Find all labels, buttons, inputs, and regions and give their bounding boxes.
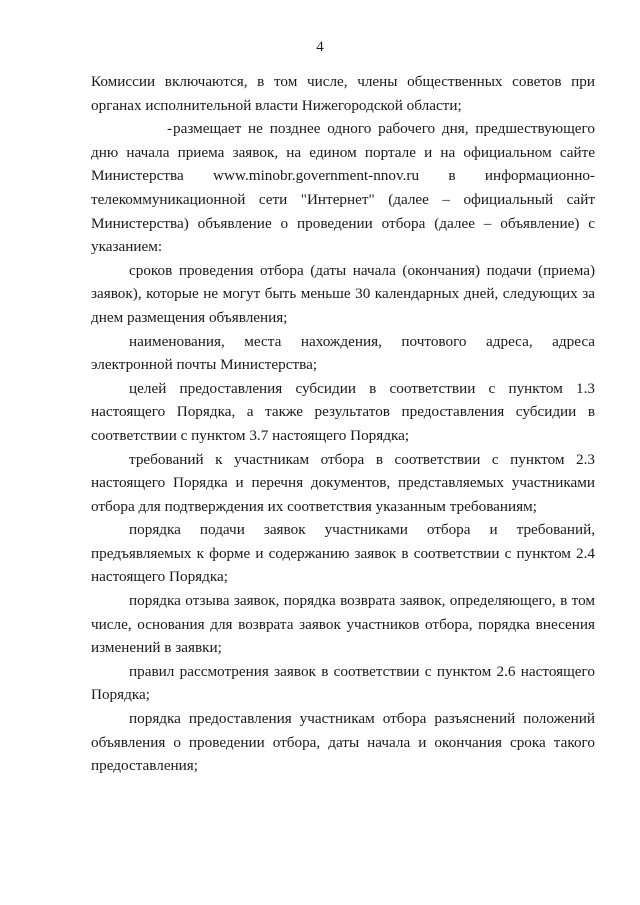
paragraph-application-procedure: порядка подачи заявок участниками отбора и требований, предъявляемых к форме и содержанию заявок в соответствии с пунктом 2.4 настоящего Порядка;: [91, 521, 595, 586]
paragraph-review-rules: правил рассмотрения заявок в соответствии с пунктом 2.6 настоящего Порядка;: [91, 662, 595, 704]
paragraph-subsidy-goals: целей предоставления субсидии в соответствии с пунктом 1.3 настоящего Порядка, а также результатов предоставления субсидии в соответствии с пунктом 3.7 настоящего Порядка;: [91, 379, 595, 444]
paragraph-selection-terms: сроков проведения отбора (даты начала (окончания) подачи (приема) заявок), которые не могут быть меньше 30 календарных дней, следующих за днем размещения объявления;: [91, 261, 595, 326]
paragraph-clarifications: порядка предоставления участникам отбора разъяснений положений объявления о проведении отбора, даты начала и окончания срока такого предоставления;: [91, 710, 595, 775]
paragraph-announcement-text: размещает не позднее одного рабочего дня, предшествующего дню начала приема заявок, на едином портале и на официальном сайте Министерства www.minobr.government-nnov.ru в информационно-телекоммуникационной сети "Интернет" (далее – официальный сайт Министерства) объявление о проведении отбора (далее – объявление) с указанием:: [91, 120, 595, 256]
paragraph-commission-members: Комиссии включаются, в том числе, члены общественных советов при органах исполнительной власти Нижегородской области;: [91, 73, 595, 114]
list-dash: -: [167, 120, 173, 138]
document-body: [91, 70, 595, 778]
paragraph-ministry-contacts: наименования, места нахождения, почтового адреса, адреса электронной почты Министерства;: [91, 332, 595, 374]
paragraph-application-withdrawal: порядка отзыва заявок, порядка возврата заявок, определяющего, в том числе, основания для возврата заявок участников отбора, порядка внесения изменений в заявки;: [91, 592, 595, 657]
paragraph-announcement-placement: [91, 117, 595, 259]
page-number: 4: [316, 39, 324, 55]
paragraph-participant-requirements: требований к участникам отбора в соответствии с пунктом 2.3 настоящего Порядка и перечня документов, представляемых участниками отбора для подтверждения их соответствия указанным требованиям;: [91, 450, 595, 515]
